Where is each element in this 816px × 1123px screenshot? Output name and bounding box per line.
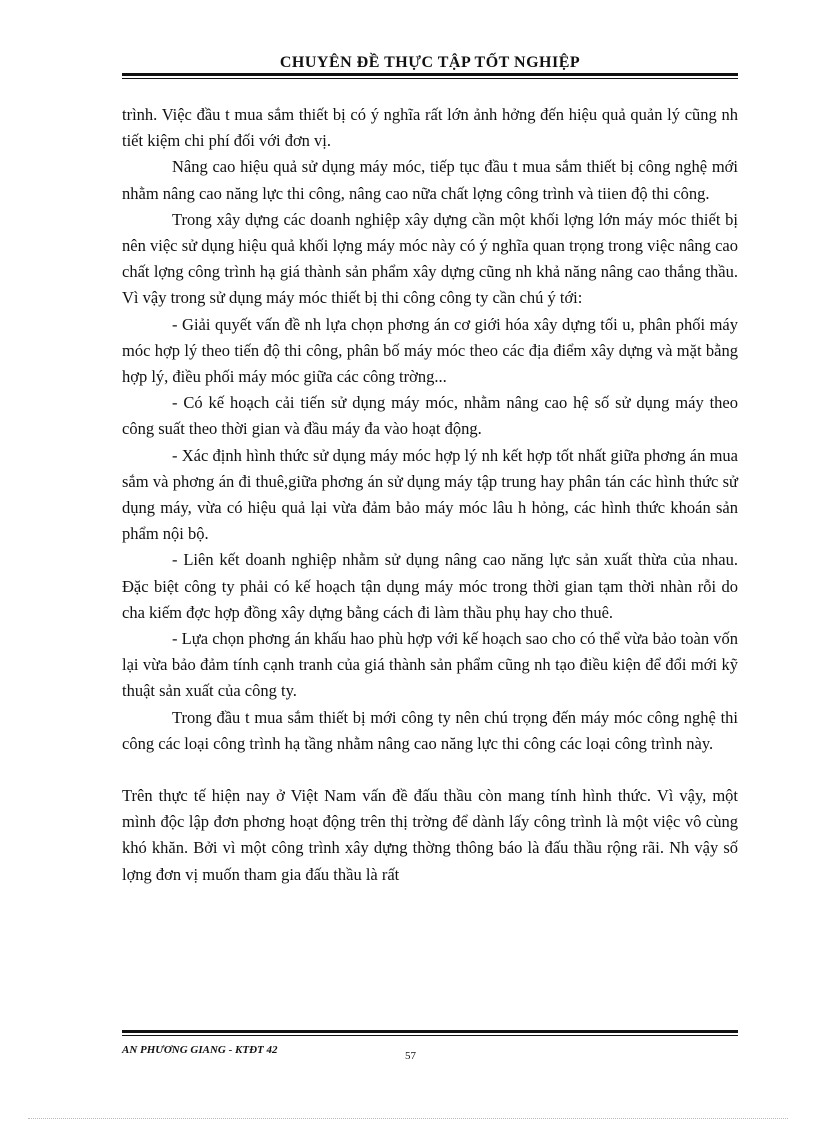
bullet-paragraph: - Lựa chọn phơng án khấu hao phù hợp với kế hoạch sao cho có thể vừa bảo toàn vốn lại vừa bảo đảm tính cạnh tranh của giá thành sản phẩm cũng nh tạo điều kiện để đổi mới kỹ thuật sản xuất của công ty. xyxy=(122,629,738,701)
footer-author: AN PHƯƠNG GIANG - KTĐT 42 xyxy=(122,1044,278,1056)
footer-divider xyxy=(122,1030,738,1033)
paragraph: Trong xây dựng các doanh nghiệp xây dựng cần một khối lợng lớn máy móc thiết bị nên việc sử dụng hiệu quả khối lợng máy móc này có ý nghĩa quan trọng trong việc nâng cao chất lợng công trình hạ giá thành sản phẩm xây dựng cũng nh khả năng nâng cao thắng thầu. Vì vậy trong sử dụng máy móc thiết bị thi công công ty cần chú ý tới: xyxy=(122,209,738,308)
bullet-paragraph: - Liên kết doanh nghiệp nhằm sử dụng nâng cao năng lực sản xuất thừa của nhau. Đặc biệt công ty phải có kế hoạch tận dụng máy móc trong thời gian tạm thời nhàn rỗi do cha kiếm đợc hợp đồng xây dựng bằng cách đi làm thầu phụ hay cho thuê. xyxy=(122,550,738,622)
paragraph: Nâng cao hiệu quả sử dụng máy móc, tiếp tục đầu t mua sắm thiết bị công nghệ mới nhằm nâng cao năng lực thi công, nâng cao nữa chất lợng công trình và tiien độ thi công. xyxy=(122,157,738,203)
document-body xyxy=(122,102,738,888)
footer-divider-thin xyxy=(122,1035,738,1036)
page-number: 57 xyxy=(405,1050,416,1062)
paragraph: Trên thực tế hiện nay ở Việt Nam vấn đề đấu thầu còn mang tính hình thức. Vì vậy, một mình độc lập đơn phơng hoạt động trên thị trờng để dành lấy công trình là một việc vô cùng khó khăn. Bởi vì một công trình xây dựng thờng thông báo là đấu thầu rộng rãi. Nh vậy số lợng đơn vị muốn tham gia đấu thầu là rất xyxy=(122,786,738,884)
page-header-title: CHUYÊN ĐỀ THỰC TẬP TỐT NGHIỆP xyxy=(279,54,581,71)
paragraph-continued: trình. Việc đầu t mua sắm thiết bị có ý nghĩa rất lớn ảnh hởng đến hiệu quả quản lý cũng nh tiết kiệm chi phí đối với đơn vị. xyxy=(122,105,738,151)
header-divider xyxy=(122,73,738,76)
paragraph: Trong đầu t mua sắm thiết bị mới công ty nên chú trọng đến máy móc công nghệ thi công các loại công trình hạ tầng nhằm nâng cao năng lực thi công các loại công trình này. xyxy=(122,707,738,753)
bullet-paragraph: - Giải quyết vấn đề nh lựa chọn phơng án cơ giới hóa xây dựng tối u, phân phối máy móc hợp lý theo tiến độ thi công, phân bố máy móc theo các địa điểm xây dựng và mặt bằng hợp lý, điều phối máy móc giữa các công trờng... xyxy=(122,314,738,387)
bullet-paragraph: - Có kế hoạch cải tiến sử dụng máy móc, nhằm nâng cao hệ số sử dụng máy theo công suất theo thời gian và đầu máy đa vào hoạt động. xyxy=(122,393,738,439)
page-bottom-edge xyxy=(28,1118,788,1119)
bullet-paragraph: - Xác định hình thức sử dụng máy móc hợp lý nh kết hợp tốt nhất giữa phơng án mua sắm và phơng án đi thuê,giữa phơng án sử dụng máy tập trung hay phân tán các hình thức sử dụng máy, vừa có hiệu quả lại vừa đảm bảo máy móc lâu h hỏng, các hình thức khoán sản phẩm nội bộ. xyxy=(122,445,738,544)
header-divider-thin xyxy=(122,78,738,79)
